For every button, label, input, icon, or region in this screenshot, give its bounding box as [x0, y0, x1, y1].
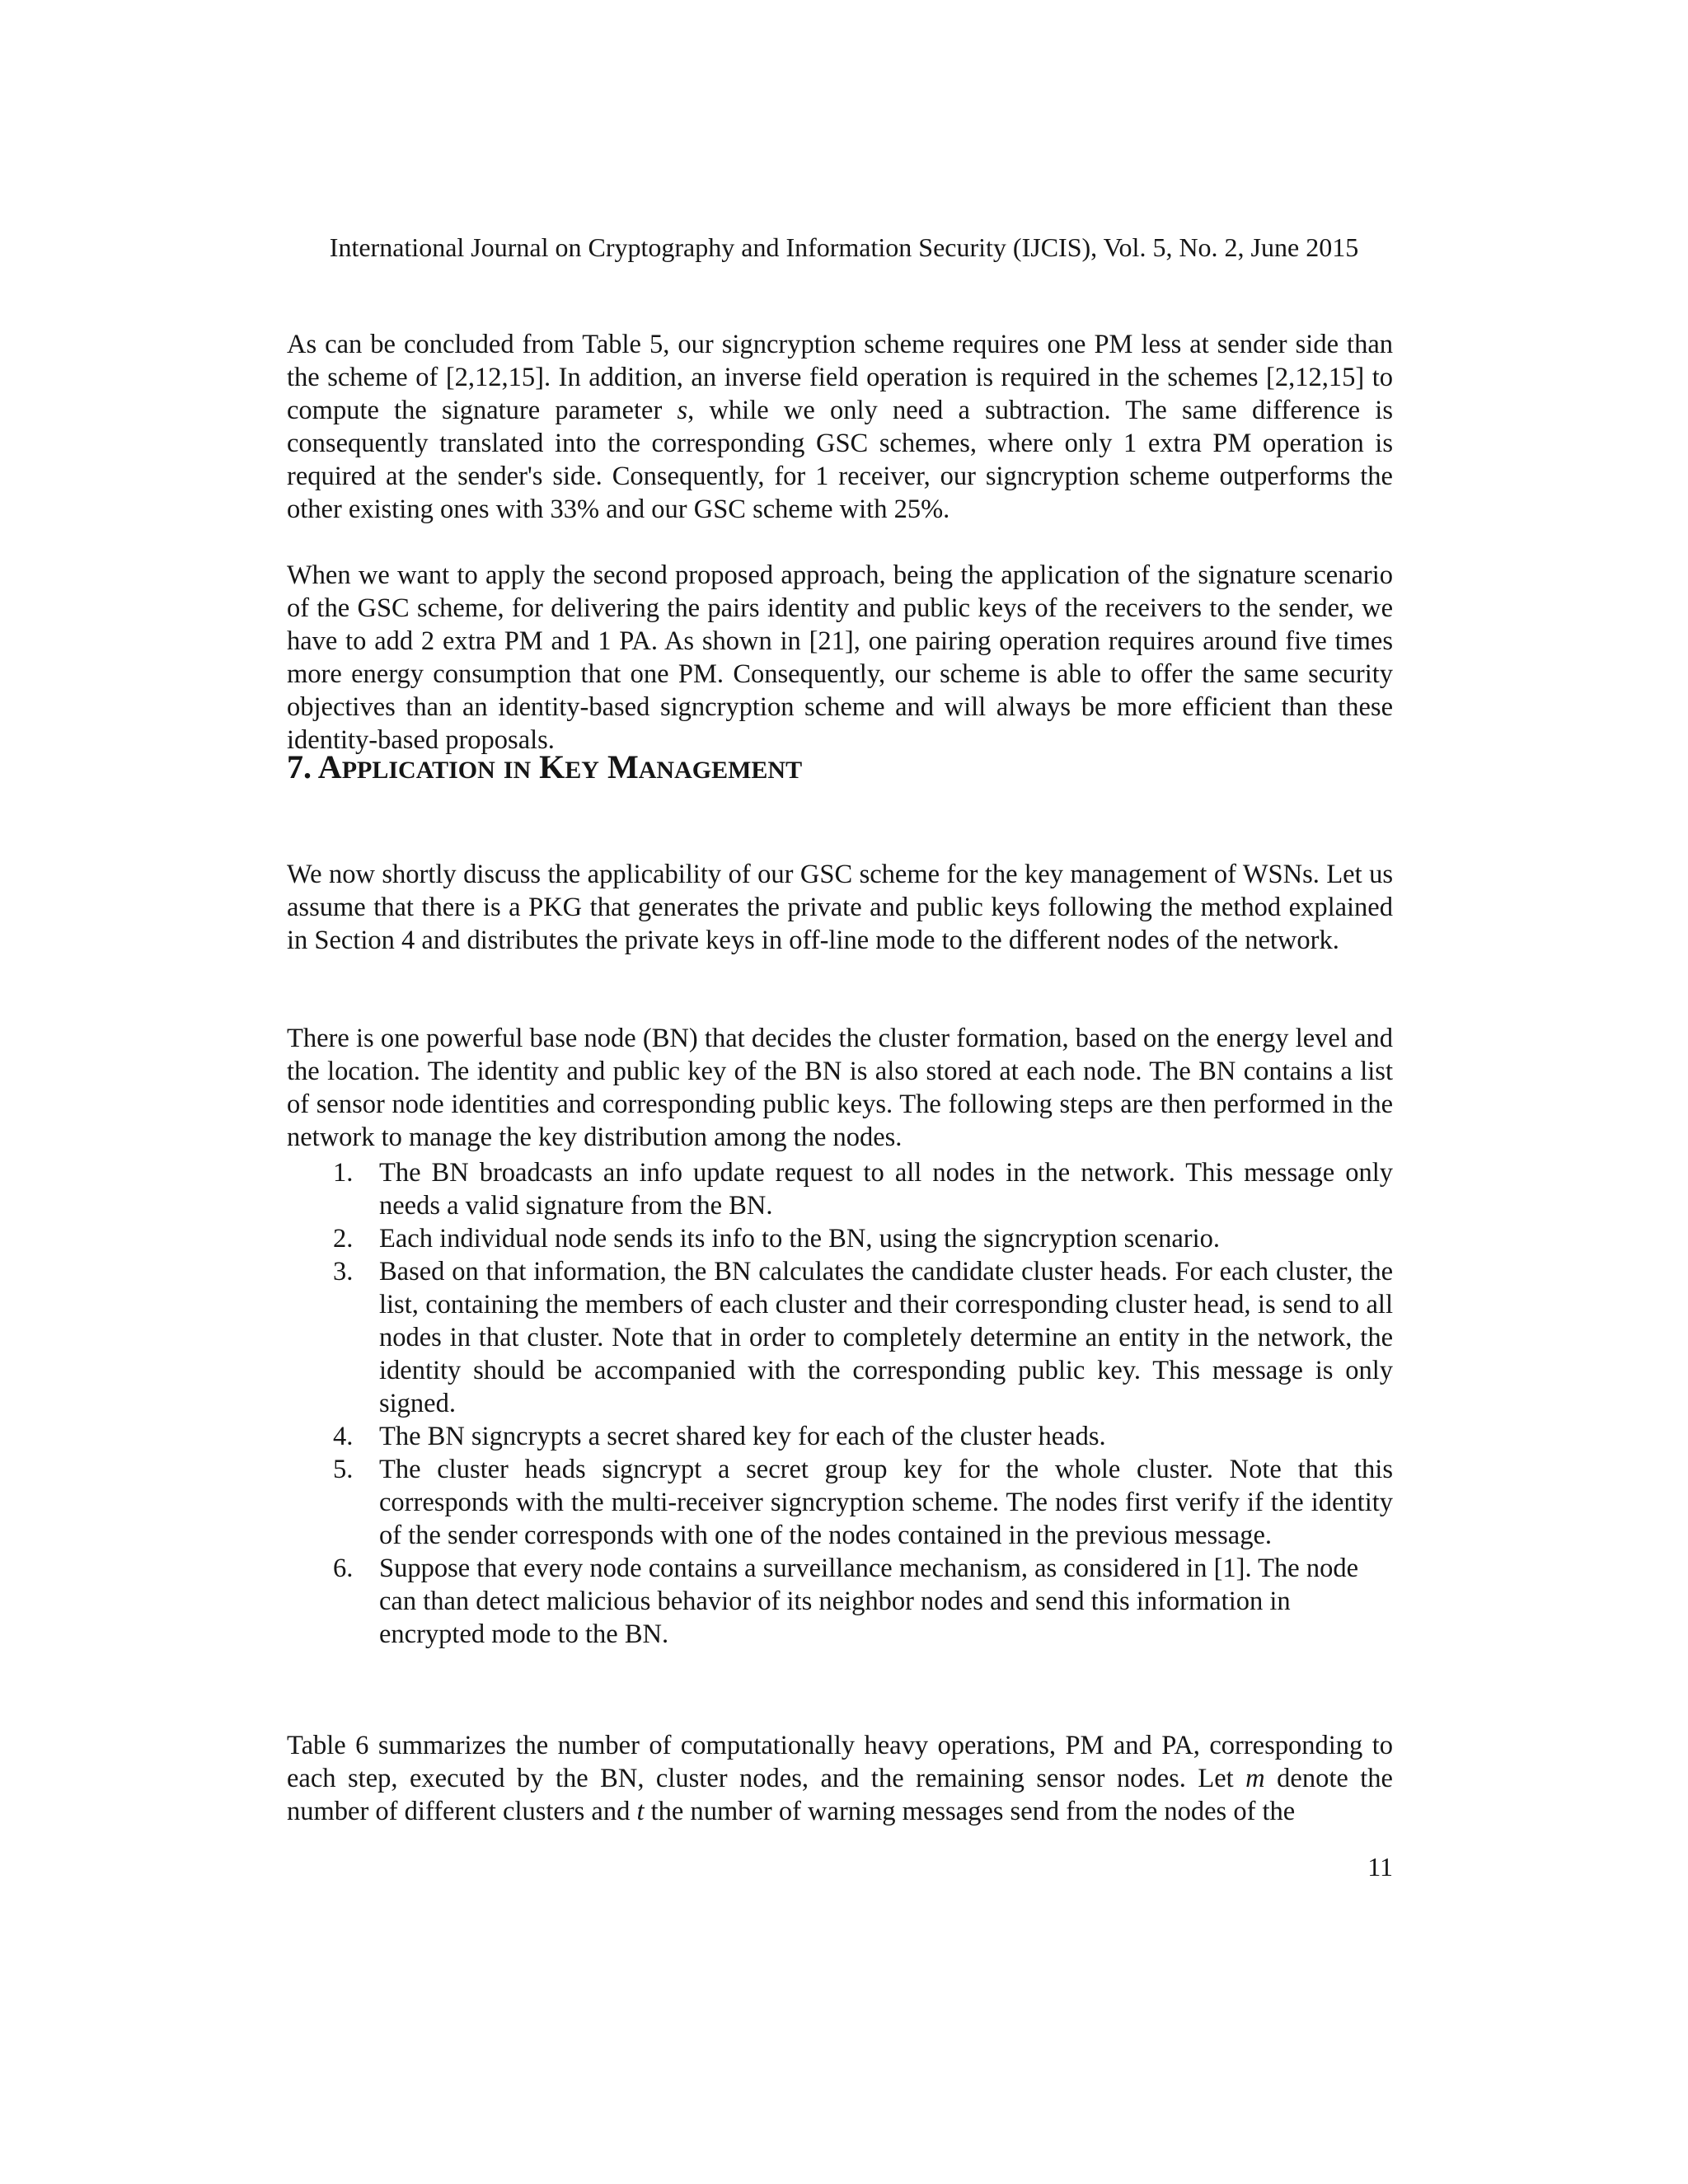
step-item	[287, 1552, 1393, 1651]
step-item	[287, 1156, 1393, 1222]
math-variable-s: s	[677, 395, 688, 425]
paragraph-base-node: There is one powerful base node (BN) that decides the cluster formation, based on the energy level and the location. The identity and public key of the BN is also stored at each node. The BN contains a list of sensor node identities and corresponding public keys. The following steps are then performed in the network to manage the key distribution among the nodes.	[287, 1023, 1393, 1152]
paragraph-text: the number of warning messages send from the nodes of the	[644, 1796, 1296, 1826]
section-heading	[287, 747, 802, 791]
step-number: 5.	[333, 1455, 354, 1484]
step-text: The cluster heads signcrypt a secret group key for the whole cluster. Note that this corresponds with the multi-receiver signcryption scheme. The nodes first verify if the identity of the sender corresponds with one of the nodes contained in the previous message.	[379, 1455, 1393, 1550]
step-item	[287, 1222, 1393, 1255]
section-title-smallcaps: IN	[503, 757, 532, 784]
paragraph-table-summary	[287, 1729, 1393, 1828]
step-number: 3.	[333, 1257, 354, 1286]
step-text: Each individual node sends its info to the BN, using the signcryption scenario.	[379, 1224, 1220, 1254]
section-title-smallcaps: EY	[565, 757, 599, 784]
paragraph-comparison	[287, 328, 1393, 526]
section-title-letter: M	[607, 748, 639, 785]
paragraph-second-approach: When we want to apply the second proposed approach, being the application of the signature scenario of the GSC scheme, for delivering the pairs identity and public keys of the receivers to the sender, we have to add 2 extra PM and 1 PA. As shown in [21], one pairing operation requires around five times more energy consumption that one PM. Consequently, our scheme is able to offer the same security objectives than an identity-based signcryption scheme and will always be more efficient than these identity-based proposals.	[287, 560, 1393, 755]
step-text: The BN signcrypts a secret shared key for each of the cluster heads.	[379, 1422, 1106, 1451]
section-number: 7.	[287, 748, 312, 785]
section-title-smallcaps: ANAGEMENT	[638, 757, 803, 784]
paragraph-text: denote the number of different clusters and	[287, 1763, 1393, 1826]
section-title-letter: A	[317, 748, 342, 785]
step-text: Suppose that every node contains a surveillance mechanism, as considered in [1]. The node can than detect malicious behavior of its neighbor nodes and send this information in encrypted mode to the BN.	[379, 1554, 1358, 1649]
step-item	[287, 1420, 1393, 1453]
step-text: Based on that information, the BN calculates the candidate cluster heads. For each cluster, the list, containing the members of each cluster and their corresponding cluster head, is send to all nodes in that cluster. Note that in order to completely determine an entity in the network, the identity should be accompanied with the corresponding public key. This message is only signed.	[379, 1257, 1393, 1418]
math-variable-t: t	[636, 1796, 645, 1826]
paragraph-text: Table 6 summarizes the number of computationally heavy operations, PM and PA, corresponding to each step, executed by the BN, cluster nodes, and the remaining sensor nodes. Let	[287, 1730, 1393, 1793]
step-item	[287, 1453, 1393, 1552]
step-item	[287, 1255, 1393, 1420]
key-distribution-steps	[287, 1156, 1393, 1651]
paragraph-text: As can be concluded from Table 5, our signcryption scheme requires one PM less at sender side than the scheme of [2,12,15]. In addition, an inverse field operation is required in the schemes [2,12,15] to compute the signature parameter	[287, 329, 1393, 425]
section-title-smallcaps: PPLICATION	[341, 757, 495, 784]
section-title-letter: K	[539, 748, 565, 785]
math-variable-m: m	[1245, 1763, 1265, 1793]
paragraph-text: , while we only need a subtraction. The same difference is consequently translated into the corresponding GSC schemes, where only 1 extra PM operation is required at the sender's side. Consequently, for 1 receiver, our signcryption scheme outperforms the other existing ones with 33% and our GSC scheme with 25%.	[287, 395, 1393, 524]
page-number: 11	[1367, 1852, 1393, 1882]
step-number: 1.	[333, 1158, 354, 1188]
step-number: 6.	[333, 1554, 354, 1583]
step-number: 4.	[333, 1422, 354, 1451]
running-header: International Journal on Cryptography and Information Security (IJCIS), Vol. 5, No. 2, June 2015	[329, 232, 1359, 262]
paragraph-applicability: We now shortly discuss the applicability of our GSC scheme for the key management of WSNs. Let us assume that there is a PKG that generates the private and public keys following the method explained in Section 4 and distributes the private keys in off-line mode to the different nodes of the network.	[287, 859, 1393, 955]
step-text: The BN broadcasts an info update request to all nodes in the network. This message only needs a valid signature from the BN.	[379, 1158, 1393, 1221]
step-number: 2.	[333, 1224, 354, 1254]
